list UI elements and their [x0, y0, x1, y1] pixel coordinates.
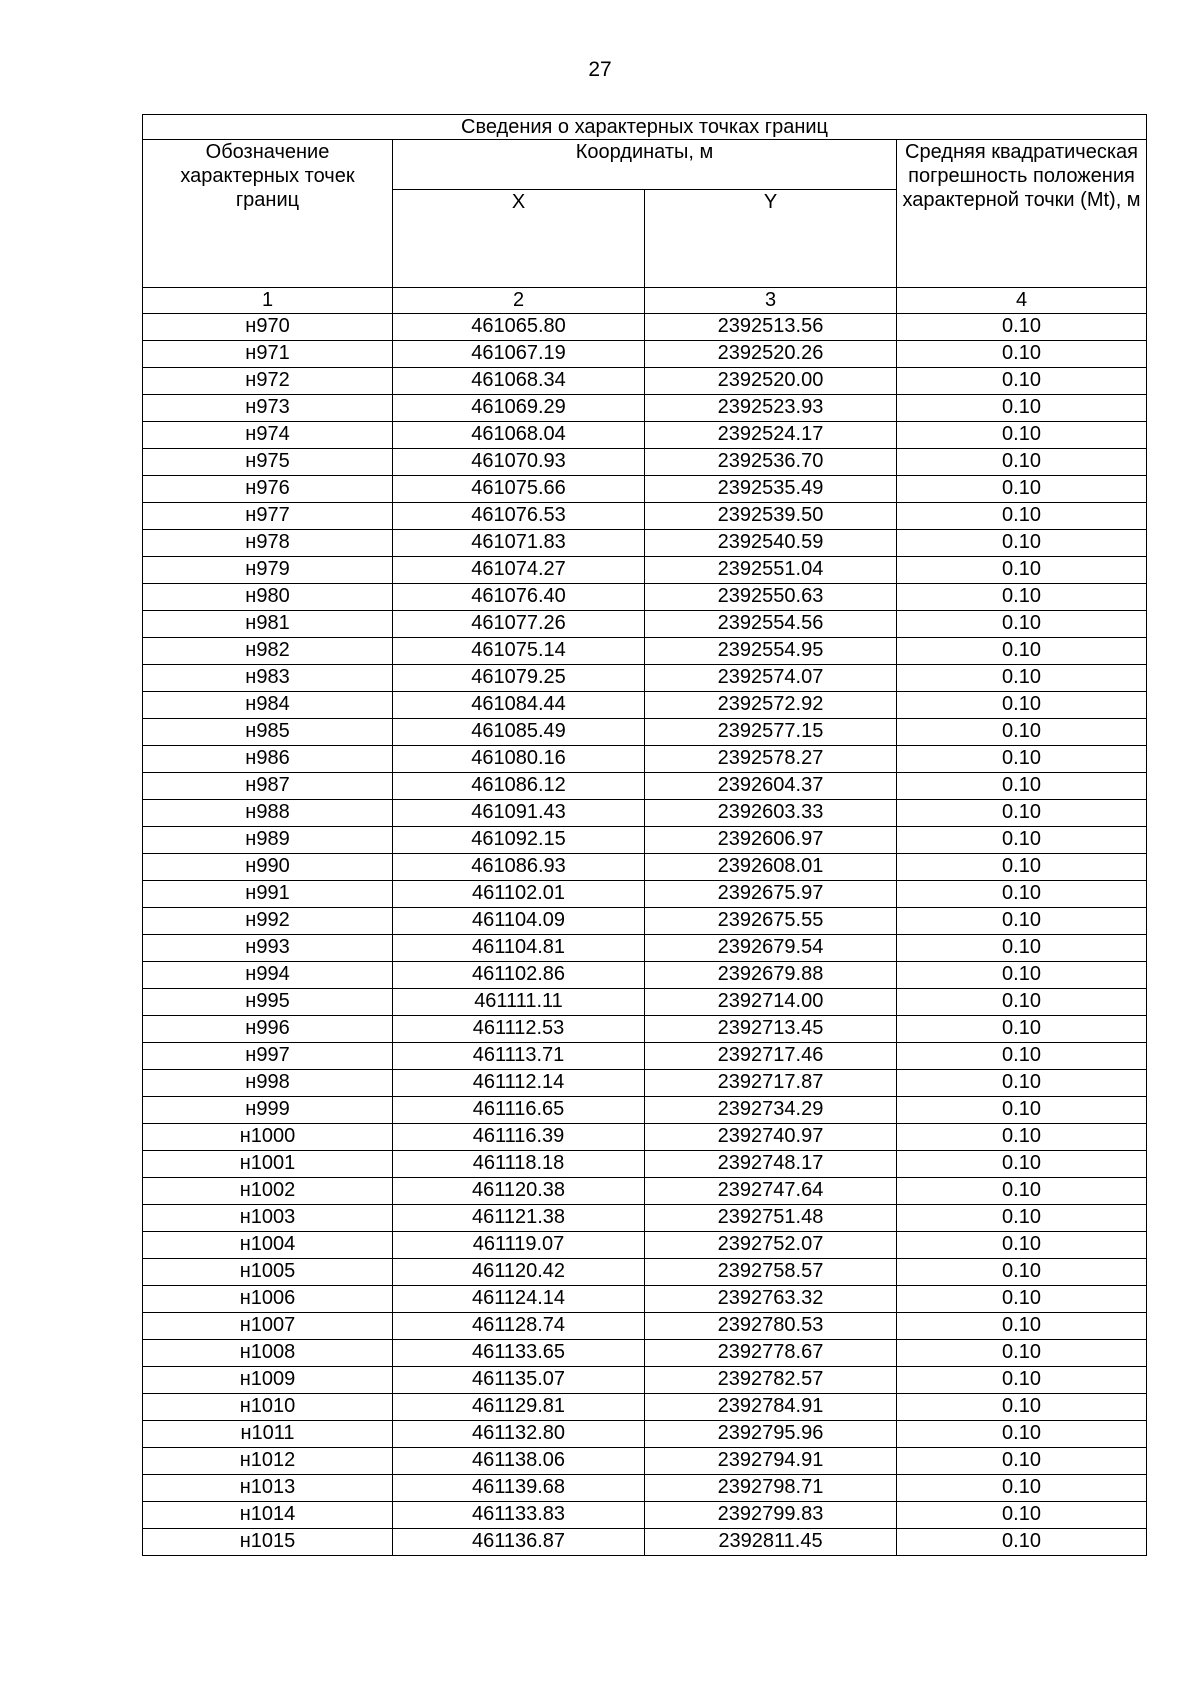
point-designation: н979 — [143, 557, 393, 584]
mean-square-error: 0.10 — [897, 962, 1147, 989]
point-designation: н1012 — [143, 1448, 393, 1475]
coordinate-x: 461104.81 — [393, 935, 645, 962]
header-x: X — [393, 190, 645, 288]
coordinate-y: 2392778.67 — [645, 1340, 897, 1367]
point-designation: н971 — [143, 341, 393, 368]
point-designation: н1002 — [143, 1178, 393, 1205]
table-row — [143, 530, 1147, 557]
coordinate-y: 2392782.57 — [645, 1367, 897, 1394]
coordinate-y: 2392550.63 — [645, 584, 897, 611]
coordinate-y: 2392675.97 — [645, 881, 897, 908]
coordinate-x: 461077.26 — [393, 611, 645, 638]
point-designation: н973 — [143, 395, 393, 422]
column-number: 4 — [897, 288, 1147, 314]
coordinate-y: 2392577.15 — [645, 719, 897, 746]
coordinate-x: 461075.66 — [393, 476, 645, 503]
mean-square-error: 0.10 — [897, 476, 1147, 503]
point-designation: н1000 — [143, 1124, 393, 1151]
mean-square-error: 0.10 — [897, 314, 1147, 341]
coordinate-y: 2392536.70 — [645, 449, 897, 476]
header-designation: Обозначение характерных точек границ — [143, 140, 393, 288]
table-row — [143, 1178, 1147, 1205]
coordinate-x: 461124.14 — [393, 1286, 645, 1313]
table-row — [143, 800, 1147, 827]
coordinate-y: 2392675.55 — [645, 908, 897, 935]
coordinate-y: 2392604.37 — [645, 773, 897, 800]
coordinate-x: 461128.74 — [393, 1313, 645, 1340]
header-y: Y — [645, 190, 897, 288]
header-error: Средняя квадратическая погрешность положения характерной точки (Mt), м — [897, 140, 1147, 288]
coordinate-x: 461067.19 — [393, 341, 645, 368]
table-row — [143, 881, 1147, 908]
coordinate-x: 461113.71 — [393, 1043, 645, 1070]
mean-square-error: 0.10 — [897, 1286, 1147, 1313]
table-row — [143, 1448, 1147, 1475]
mean-square-error: 0.10 — [897, 1043, 1147, 1070]
coordinate-y: 2392799.83 — [645, 1502, 897, 1529]
mean-square-error: 0.10 — [897, 557, 1147, 584]
point-designation: н970 — [143, 314, 393, 341]
point-designation: н992 — [143, 908, 393, 935]
mean-square-error: 0.10 — [897, 1124, 1147, 1151]
point-designation: н994 — [143, 962, 393, 989]
mean-square-error: 0.10 — [897, 989, 1147, 1016]
coordinate-x: 461092.15 — [393, 827, 645, 854]
mean-square-error: 0.10 — [897, 827, 1147, 854]
coordinate-x: 461133.83 — [393, 1502, 645, 1529]
coordinate-y: 2392520.00 — [645, 368, 897, 395]
coordinate-y: 2392758.57 — [645, 1259, 897, 1286]
coordinate-x: 461076.40 — [393, 584, 645, 611]
mean-square-error: 0.10 — [897, 395, 1147, 422]
coordinate-x: 461132.80 — [393, 1421, 645, 1448]
coordinate-x: 461085.49 — [393, 719, 645, 746]
table-row — [143, 1367, 1147, 1394]
mean-square-error: 0.10 — [897, 1313, 1147, 1340]
mean-square-error: 0.10 — [897, 908, 1147, 935]
table-row — [143, 395, 1147, 422]
table-row — [143, 962, 1147, 989]
coordinate-x: 461068.34 — [393, 368, 645, 395]
point-designation: н987 — [143, 773, 393, 800]
coordinate-x: 461120.42 — [393, 1259, 645, 1286]
table-row — [143, 1286, 1147, 1313]
coordinate-y: 2392679.88 — [645, 962, 897, 989]
boundary-points-table — [142, 114, 1147, 1556]
mean-square-error: 0.10 — [897, 746, 1147, 773]
mean-square-error: 0.10 — [897, 773, 1147, 800]
coordinate-y: 2392751.48 — [645, 1205, 897, 1232]
coordinate-x: 461070.93 — [393, 449, 645, 476]
table-row — [143, 1421, 1147, 1448]
coordinate-y: 2392513.56 — [645, 314, 897, 341]
coordinate-x: 461120.38 — [393, 1178, 645, 1205]
point-designation: н1001 — [143, 1151, 393, 1178]
coordinate-x: 461111.11 — [393, 989, 645, 1016]
table-row — [143, 1313, 1147, 1340]
coordinate-y: 2392554.95 — [645, 638, 897, 665]
point-designation: н1003 — [143, 1205, 393, 1232]
mean-square-error: 0.10 — [897, 1070, 1147, 1097]
mean-square-error: 0.10 — [897, 449, 1147, 476]
mean-square-error: 0.10 — [897, 1259, 1147, 1286]
column-number: 2 — [393, 288, 645, 314]
table-row — [143, 1502, 1147, 1529]
point-designation: н983 — [143, 665, 393, 692]
table-row — [143, 557, 1147, 584]
mean-square-error: 0.10 — [897, 611, 1147, 638]
coordinate-x: 461091.43 — [393, 800, 645, 827]
coordinate-y: 2392679.54 — [645, 935, 897, 962]
point-designation: н1007 — [143, 1313, 393, 1340]
mean-square-error: 0.10 — [897, 638, 1147, 665]
header-coordinates: Координаты, м — [393, 140, 897, 190]
coordinate-y: 2392794.91 — [645, 1448, 897, 1475]
coordinate-x: 461102.86 — [393, 962, 645, 989]
coordinate-x: 461080.16 — [393, 746, 645, 773]
coordinate-x: 461071.83 — [393, 530, 645, 557]
point-designation: н1014 — [143, 1502, 393, 1529]
point-designation: н974 — [143, 422, 393, 449]
point-designation: н978 — [143, 530, 393, 557]
point-designation: н1010 — [143, 1394, 393, 1421]
coordinate-x: 461086.93 — [393, 854, 645, 881]
point-designation: н982 — [143, 638, 393, 665]
mean-square-error: 0.10 — [897, 503, 1147, 530]
table-row — [143, 1340, 1147, 1367]
mean-square-error: 0.10 — [897, 1097, 1147, 1124]
table-row — [143, 692, 1147, 719]
table-row — [143, 1205, 1147, 1232]
point-designation: н1008 — [143, 1340, 393, 1367]
mean-square-error: 0.10 — [897, 1394, 1147, 1421]
column-number: 3 — [645, 288, 897, 314]
mean-square-error: 0.10 — [897, 1340, 1147, 1367]
table-row — [143, 746, 1147, 773]
coordinate-y: 2392752.07 — [645, 1232, 897, 1259]
table-row — [143, 1043, 1147, 1070]
coordinate-y: 2392795.96 — [645, 1421, 897, 1448]
mean-square-error: 0.10 — [897, 935, 1147, 962]
table-row — [143, 1124, 1147, 1151]
coordinate-x: 461069.29 — [393, 395, 645, 422]
point-designation: н991 — [143, 881, 393, 908]
coordinate-y: 2392717.46 — [645, 1043, 897, 1070]
table-row — [143, 935, 1147, 962]
coordinate-x: 461112.14 — [393, 1070, 645, 1097]
coordinate-x: 461068.04 — [393, 422, 645, 449]
table-row — [143, 341, 1147, 368]
table-row — [143, 719, 1147, 746]
mean-square-error: 0.10 — [897, 1205, 1147, 1232]
point-designation: н972 — [143, 368, 393, 395]
coordinate-x: 461079.25 — [393, 665, 645, 692]
mean-square-error: 0.10 — [897, 1475, 1147, 1502]
point-designation: н990 — [143, 854, 393, 881]
table-row — [143, 827, 1147, 854]
coordinate-x: 461075.14 — [393, 638, 645, 665]
coordinate-x: 461135.07 — [393, 1367, 645, 1394]
point-designation: н996 — [143, 1016, 393, 1043]
mean-square-error: 0.10 — [897, 584, 1147, 611]
coordinate-y: 2392748.17 — [645, 1151, 897, 1178]
table-row — [143, 665, 1147, 692]
mean-square-error: 0.10 — [897, 530, 1147, 557]
coordinate-y: 2392551.04 — [645, 557, 897, 584]
coordinate-x: 461065.80 — [393, 314, 645, 341]
point-designation: н976 — [143, 476, 393, 503]
coordinate-x: 461084.44 — [393, 692, 645, 719]
mean-square-error: 0.10 — [897, 422, 1147, 449]
table-row — [143, 1259, 1147, 1286]
coordinate-x: 461133.65 — [393, 1340, 645, 1367]
coordinate-y: 2392606.97 — [645, 827, 897, 854]
point-designation: н1004 — [143, 1232, 393, 1259]
table-row — [143, 1016, 1147, 1043]
mean-square-error: 0.10 — [897, 719, 1147, 746]
coordinate-y: 2392811.45 — [645, 1529, 897, 1556]
point-designation: н997 — [143, 1043, 393, 1070]
point-designation: н1009 — [143, 1367, 393, 1394]
coordinate-x: 461138.06 — [393, 1448, 645, 1475]
coordinate-y: 2392798.71 — [645, 1475, 897, 1502]
coordinate-y: 2392780.53 — [645, 1313, 897, 1340]
coordinate-x: 461112.53 — [393, 1016, 645, 1043]
point-designation: н1013 — [143, 1475, 393, 1502]
coordinate-y: 2392523.93 — [645, 395, 897, 422]
coordinate-x: 461129.81 — [393, 1394, 645, 1421]
point-designation: н1011 — [143, 1421, 393, 1448]
coordinate-y: 2392714.00 — [645, 989, 897, 1016]
coordinate-y: 2392578.27 — [645, 746, 897, 773]
coordinate-y: 2392535.49 — [645, 476, 897, 503]
table-row — [143, 422, 1147, 449]
coordinate-y: 2392713.45 — [645, 1016, 897, 1043]
mean-square-error: 0.10 — [897, 854, 1147, 881]
coordinate-y: 2392734.29 — [645, 1097, 897, 1124]
table-row — [143, 1097, 1147, 1124]
coordinate-y: 2392717.87 — [645, 1070, 897, 1097]
mean-square-error: 0.10 — [897, 1232, 1147, 1259]
point-designation: н998 — [143, 1070, 393, 1097]
coordinate-y: 2392572.92 — [645, 692, 897, 719]
mean-square-error: 0.10 — [897, 368, 1147, 395]
coordinate-x: 461116.39 — [393, 1124, 645, 1151]
coordinate-y: 2392784.91 — [645, 1394, 897, 1421]
coordinate-y: 2392539.50 — [645, 503, 897, 530]
point-designation: н988 — [143, 800, 393, 827]
point-designation: н986 — [143, 746, 393, 773]
table-row — [143, 854, 1147, 881]
mean-square-error: 0.10 — [897, 1529, 1147, 1556]
mean-square-error: 0.10 — [897, 1178, 1147, 1205]
point-designation: н977 — [143, 503, 393, 530]
point-designation: н980 — [143, 584, 393, 611]
table-row — [143, 1070, 1147, 1097]
mean-square-error: 0.10 — [897, 1151, 1147, 1178]
table-row — [143, 611, 1147, 638]
coordinate-x: 461139.68 — [393, 1475, 645, 1502]
coordinate-x: 461076.53 — [393, 503, 645, 530]
coordinate-y: 2392524.17 — [645, 422, 897, 449]
table-row — [143, 1232, 1147, 1259]
coordinate-y: 2392574.07 — [645, 665, 897, 692]
coordinate-y: 2392540.59 — [645, 530, 897, 557]
table-row — [143, 449, 1147, 476]
coordinate-x: 461074.27 — [393, 557, 645, 584]
coordinate-y: 2392763.32 — [645, 1286, 897, 1313]
coordinate-x: 461119.07 — [393, 1232, 645, 1259]
coordinate-y: 2392740.97 — [645, 1124, 897, 1151]
point-designation: н993 — [143, 935, 393, 962]
coordinate-y: 2392520.26 — [645, 341, 897, 368]
point-designation: н984 — [143, 692, 393, 719]
mean-square-error: 0.10 — [897, 665, 1147, 692]
coordinate-x: 461104.09 — [393, 908, 645, 935]
table-row — [143, 908, 1147, 935]
table-row — [143, 1529, 1147, 1556]
mean-square-error: 0.10 — [897, 1448, 1147, 1475]
point-designation: н999 — [143, 1097, 393, 1124]
table-row — [143, 638, 1147, 665]
table-title: Сведения о характерных точках границ — [143, 115, 1147, 140]
table-row — [143, 584, 1147, 611]
table-row — [143, 1475, 1147, 1502]
table-row — [143, 476, 1147, 503]
point-designation: н975 — [143, 449, 393, 476]
page-number: 27 — [588, 58, 612, 81]
coordinate-x: 461121.38 — [393, 1205, 645, 1232]
table-row — [143, 368, 1147, 395]
coordinate-x: 461136.87 — [393, 1529, 645, 1556]
mean-square-error: 0.10 — [897, 1367, 1147, 1394]
coordinate-y: 2392554.56 — [645, 611, 897, 638]
mean-square-error: 0.10 — [897, 692, 1147, 719]
point-designation: н995 — [143, 989, 393, 1016]
coordinate-x: 461118.18 — [393, 1151, 645, 1178]
mean-square-error: 0.10 — [897, 1016, 1147, 1043]
table-row — [143, 1394, 1147, 1421]
coordinate-x: 461116.65 — [393, 1097, 645, 1124]
mean-square-error: 0.10 — [897, 1421, 1147, 1448]
table-row — [143, 314, 1147, 341]
mean-square-error: 0.10 — [897, 881, 1147, 908]
point-designation: н985 — [143, 719, 393, 746]
point-designation: н989 — [143, 827, 393, 854]
mean-square-error: 0.10 — [897, 1502, 1147, 1529]
point-designation: н981 — [143, 611, 393, 638]
coordinate-y: 2392603.33 — [645, 800, 897, 827]
mean-square-error: 0.10 — [897, 800, 1147, 827]
column-number: 1 — [143, 288, 393, 314]
table-row — [143, 503, 1147, 530]
table-row — [143, 1151, 1147, 1178]
coordinate-x: 461086.12 — [393, 773, 645, 800]
table-row — [143, 989, 1147, 1016]
point-designation: н1006 — [143, 1286, 393, 1313]
point-designation: н1015 — [143, 1529, 393, 1556]
coordinate-y: 2392747.64 — [645, 1178, 897, 1205]
coordinate-x: 461102.01 — [393, 881, 645, 908]
coordinate-y: 2392608.01 — [645, 854, 897, 881]
table-row — [143, 773, 1147, 800]
mean-square-error: 0.10 — [897, 341, 1147, 368]
point-designation: н1005 — [143, 1259, 393, 1286]
